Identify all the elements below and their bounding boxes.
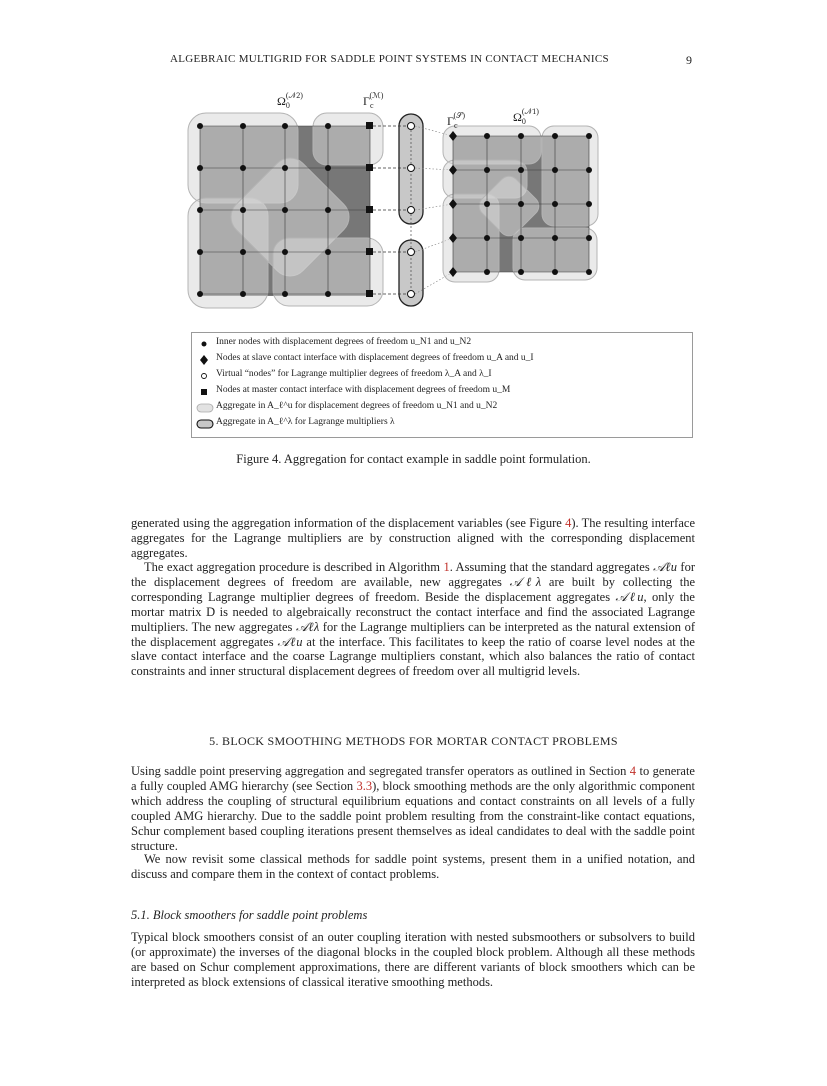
legend-item-displacement-aggregate: Aggregate in A_ℓ^u for displacement degrees of freedom u_N1 and u_N2: [216, 401, 498, 411]
section-title: 5. BLOCK SMOOTHING METHODS FOR MORTAR CONTACT PROBLEMS: [209, 734, 618, 748]
paragraph-4: We now revisit some classical methods for saddle point systems, present them in a unified notation, and discuss and compare them in the context of contact problems.: [131, 852, 695, 881]
open-circle-icon: [196, 369, 212, 383]
paragraph-2: The exact aggregation procedure is described in Algorithm 1. Assuming that the standard aggregates 𝒜ℓu for the displacement degrees of freedom are available, new aggregates 𝒜ℓλ are built by collecting the corresponding Lagrange multiplier degrees of freedom. Beside the displacement aggregates 𝒜ℓu, only the mortar matrix D is needed to algebraically reconstruct the contact interface and find the associated Lagrange multipliers. The new aggregates 𝒜ℓλ for the Lagrange multipliers can be interpreted as the natural extension of the displacement aggregates 𝒜ℓu at the interface. This facilitates to keep the ratio of coarse level nodes at the slave contact interface and the coarse Lagrange multipliers constant, which also balances the ratio of contact constraints and inner structural displacement degrees of freedom over all multigrid levels.: [131, 560, 695, 679]
legend-item-inner-nodes: Inner nodes with displacement degrees of freedom u_N1 and u_N2: [216, 337, 472, 347]
legend-item-virtual-nodes: Virtual “nodes” for Lagrange multiplier degrees of freedom λ_A and λ_I: [216, 369, 492, 379]
figure-caption: Figure 4. Aggregation for contact example in saddle point formulation.: [236, 452, 591, 466]
filled-square-icon: [196, 385, 212, 399]
figure-ref-link[interactable]: 4: [565, 516, 572, 530]
filled-diamond-icon: [196, 353, 212, 367]
right-aggregate-top-right: [542, 126, 598, 226]
filled-circle-icon: [196, 337, 212, 351]
dark-aggregate-icon: [196, 417, 212, 431]
subsection-ref-link[interactable]: 3.3: [356, 778, 373, 793]
right-aggregate-top: [443, 126, 541, 164]
running-header: ALGEBRAIC MULTIGRID FOR SADDLE POINT SYSTEMS IN CONTACT MECHANICS: [170, 53, 609, 65]
paragraph-5: Typical block smoothers consist of an outer coupling iteration with nested subsmoothers or subsolvers to build (or approximate) the inverses of the diagonal blocks in the coupled block problem. Although all these methods are based on Schur complement approximations, there are different variants of block smoothers which can be interpreted as block extensions of classical iterative smoothing methods.: [131, 930, 695, 989]
left-aggregate-top-right: [313, 113, 383, 165]
label-gamma-master: $\Gamma_c(ℳ)$: [363, 91, 384, 110]
light-aggregate-icon: [196, 401, 212, 415]
legend-item-lagrange-aggregate: Aggregate in A_ℓ^λ for Lagrange multipliers λ: [216, 417, 395, 427]
paragraph-3: Using saddle point preserving aggregation and segregated transfer operators as outlined in Section 4 to generate a fully coupled AMG hierarchy (see Section 3.3), block smoothing methods are the only algorithmic component which address the coupling of structural equilibrium equations and contact constraints on all levels of a fully coupled AMG hierarchy. Due to the saddle point problem resulting from the constraint-like contact equations, Schur complement based coupling iterations present themselves as ideal candidates to deal with the saddle point structure.: [131, 764, 696, 853]
legend-item-slave-nodes: Nodes at slave contact interface with displacement degrees of freedom u_A and u_I: [216, 353, 534, 363]
label-omega-n2: $\Omega_0(𝒩2)$: [277, 91, 303, 110]
page-number: 9: [686, 53, 692, 67]
algorithm-ref-link[interactable]: 1: [443, 560, 450, 574]
label-omega-n1: $\Omega_0(𝒩1)$: [513, 107, 539, 126]
legend-item-master-nodes: Nodes at master contact interface with displacement degrees of freedom u_M: [216, 385, 511, 395]
subsection-title: 5.1. Block smoothers for saddle point problems: [131, 908, 368, 922]
paragraph-1: generated using the aggregation information of the displacement variables (see Figure 4). The resulting interface aggregates for the Lagrange multipliers are by construction aligned with the corresponding displacement aggregates.: [131, 516, 695, 560]
figure-legend: [191, 332, 693, 438]
section-ref-link[interactable]: 4: [629, 764, 637, 778]
aggregation-figure: [185, 88, 615, 320]
label-gamma-slave: $\Gamma_c(𝒮)$: [447, 111, 466, 130]
